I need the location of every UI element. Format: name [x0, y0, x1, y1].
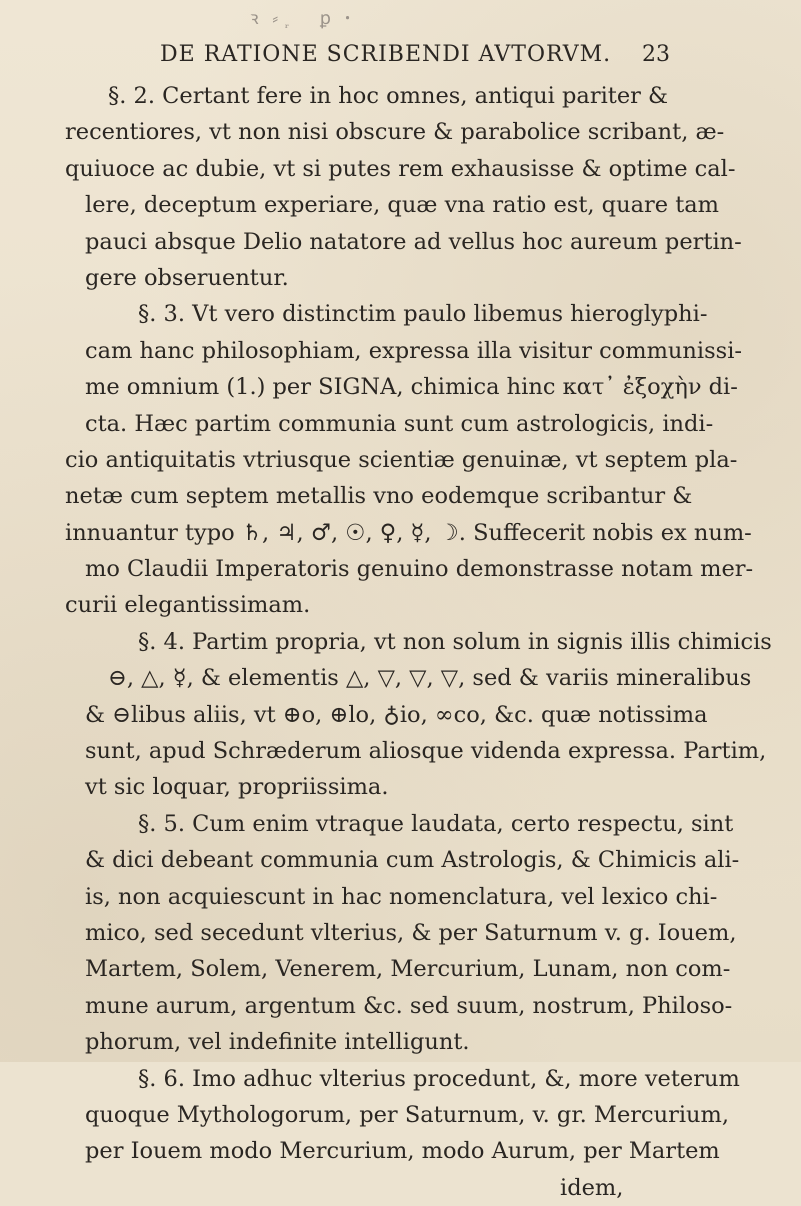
text-line: cam hanc philosophiam, expressa illa visitur communissi- [85, 337, 742, 364]
text-line: cta. Hæc partim communia sunt cum astrologicis, indi- [85, 410, 714, 437]
text-line: curii elegantissimam. [65, 592, 311, 619]
text-line: per Iouem modo Mercurium, modo Aurum, per Martem [85, 1138, 720, 1165]
text-line: & dici debeant communia cum Astrologis, & Chimicis ali- [85, 847, 740, 874]
text-line: §. 6. Imo adhuc vlterius procedunt, &, more veterum [138, 1065, 740, 1092]
text-line: mico, sed secedunt vlterius, & per Saturnum v. g. Iouem, [85, 919, 737, 946]
text-line: cio antiquitatis vtriusque scientiæ genuinæ, vt septem pla- [65, 446, 738, 473]
text-line: mo Claudii Imperatoris genuino demonstrasse notam mer- [85, 556, 754, 583]
text-line: phorum, vel indefinite intelligunt. [85, 1029, 470, 1056]
text-line: lere, deceptum experiare, quæ vna ratio est, quare tam [85, 192, 720, 219]
text-line: me omnium (1.) per SIGNA, chimica hinc κατ᾽ ἐξοχὴν di- [85, 374, 738, 401]
text-line: quoque Mythologorum, per Saturnum, v. gr. Mercurium, [85, 1101, 730, 1128]
running-title: DE RATIONE SCRIBENDI AVTORVM. [160, 42, 612, 67]
text-line: §. 5. Cum enim vtraque laudata, certo respectu, sint [138, 810, 734, 837]
text-line: §. 3. Vt vero distinctim paulo libemus hieroglyphi- [138, 301, 708, 328]
text-line: idem, [560, 1174, 624, 1201]
text-line: sunt, apud Schræderum aliosque videnda expressa. Partim, [85, 738, 767, 765]
text-line: is, non acquiescunt in hac nomenclatura, vel lexico chi- [85, 883, 718, 910]
text-line: §. 4. Partim propria, vt non solum in signis illis chimicis [138, 628, 772, 655]
text-line: Martem, Solem, Venerem, Mercurium, Lunam, non com- [85, 956, 731, 983]
text-line: mune aurum, argentum &c. sed suum, nostrum, Philoso- [85, 992, 733, 1019]
text-line: pauci absque Delio natatore ad vellus hoc aureum pertin- [85, 228, 742, 255]
text-line: quiuoce ac dubie, vt si putes rem exhausisse & optime cal- [65, 155, 736, 182]
text-line: netæ cum septem metallis vno eodemque scribantur & [65, 483, 693, 510]
page-header [160, 42, 670, 78]
text-line: vt sic loquar, propriissima. [85, 774, 389, 801]
text-line: & ⊖libus aliis, vt ⊕o, ⊕lo, ♁io, ∞co, &c. quæ notissima [85, 701, 708, 728]
text-line: gere obseruentur. [85, 264, 289, 291]
text-line: ⊖, △, ☿, & elementis △, ▽, ▽, ▽, sed & variis mineralibus [108, 665, 752, 692]
text-line: §. 2. Certant fere in hoc omnes, antiqui pariter & [108, 83, 669, 109]
text-line: recentiores, vt non nisi obscure & parabolice scribant, æ- [65, 119, 725, 146]
page-number: 23 [642, 42, 670, 67]
bleed-through-marks: ꝛ ⸗ ᷊ ꝑ ꞏ [250, 8, 355, 29]
text-line: innuantur typo ♄, ♃, ♂, ☉, ♀, ☿, ☽. Suffecerit nobis ex num- [65, 519, 752, 546]
body-text [60, 78, 772, 1206]
